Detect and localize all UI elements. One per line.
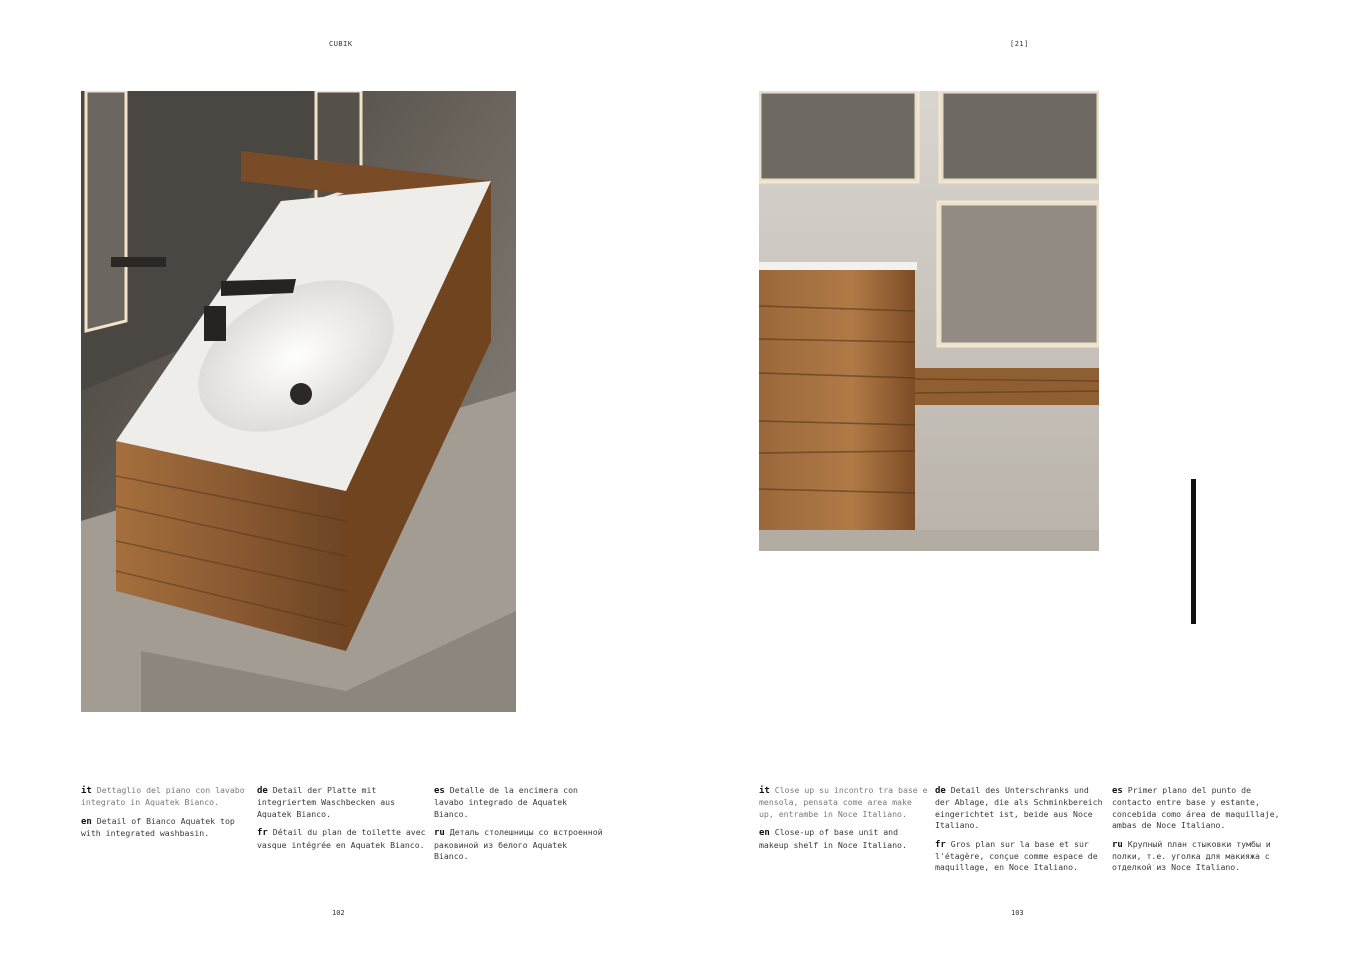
lang-code: en bbox=[759, 828, 770, 839]
caption-col-es-ru-left bbox=[434, 785, 604, 869]
vanity-washbasin-photo bbox=[81, 91, 516, 712]
lang-code: es bbox=[1112, 786, 1123, 796]
caption-text: Detail of Bianco Aquatek top with integrated washbasin. bbox=[81, 815, 235, 839]
caption-text: Detail des Unterschranks und der Ablage, die als Schminkbereich eingerichtet ist, beide aus Noce Italiano. bbox=[935, 785, 1103, 831]
lang-code: es bbox=[434, 786, 445, 796]
caption-text: Detail der Platte mit integriertem Waschbecken aus Aquatek Bianco. bbox=[257, 785, 396, 819]
caption-text: Деталь столешницы со встроенной раковиной из белого Aquatek Bianco. bbox=[434, 827, 603, 862]
accent-vertical-bar bbox=[1191, 479, 1196, 624]
lang-code: fr bbox=[257, 828, 268, 839]
section-number: [21] bbox=[1010, 40, 1029, 48]
caption-col-de-fr-right bbox=[935, 785, 1105, 881]
lang-code: ru bbox=[1112, 839, 1123, 850]
caption-col-de-fr-left bbox=[257, 785, 427, 858]
caption-text: Detalle de la encimera con lavabo integrado de Aquatek Bianco. bbox=[434, 785, 578, 819]
caption-col-it-en-right bbox=[759, 785, 929, 858]
caption-col-it-en-left bbox=[81, 785, 251, 847]
caption-text: Gros plan sur la base et sur l'étagère, conçue comme espace de maquillage, en Noce Italiano. bbox=[935, 838, 1098, 873]
lang-code: de bbox=[257, 786, 268, 796]
running-title: CUBIK bbox=[329, 40, 353, 48]
caption-text: Dettaglio del piano con lavabo integrato in Aquatek Bianco. bbox=[81, 785, 245, 808]
page-number-right: 103 bbox=[1011, 909, 1024, 917]
caption-text: Close-up of base unit and makeup shelf in Noce Italiano. bbox=[759, 827, 907, 850]
lang-code: it bbox=[759, 786, 770, 796]
caption-text: Primer plano del punto de contacto entre base y estante, concebida como área de maquillaje, ambas de Noce Italiano. bbox=[1112, 785, 1280, 831]
page-number-left: 102 bbox=[332, 909, 345, 917]
caption-col-es-ru-right bbox=[1112, 785, 1282, 881]
lang-code: ru bbox=[434, 828, 445, 839]
lang-code: fr bbox=[935, 839, 946, 850]
caption-text: Крупный план стыковки тумбы и полки, т.е. уголка для макияжа с отделкой из Noce Italiano. bbox=[1112, 838, 1271, 873]
caption-text: Détail du plan de toilette avec vasque intégrée en Aquatek Bianco. bbox=[257, 827, 426, 850]
lang-code: it bbox=[81, 786, 92, 796]
caption-text: Close up su incontro tra base e mensola, pensata come area make up, entrambe in Noce Italiano. bbox=[759, 785, 928, 819]
lang-code: de bbox=[935, 786, 946, 796]
lang-code: en bbox=[81, 816, 92, 827]
base-shelf-closeup-photo bbox=[759, 91, 1099, 551]
